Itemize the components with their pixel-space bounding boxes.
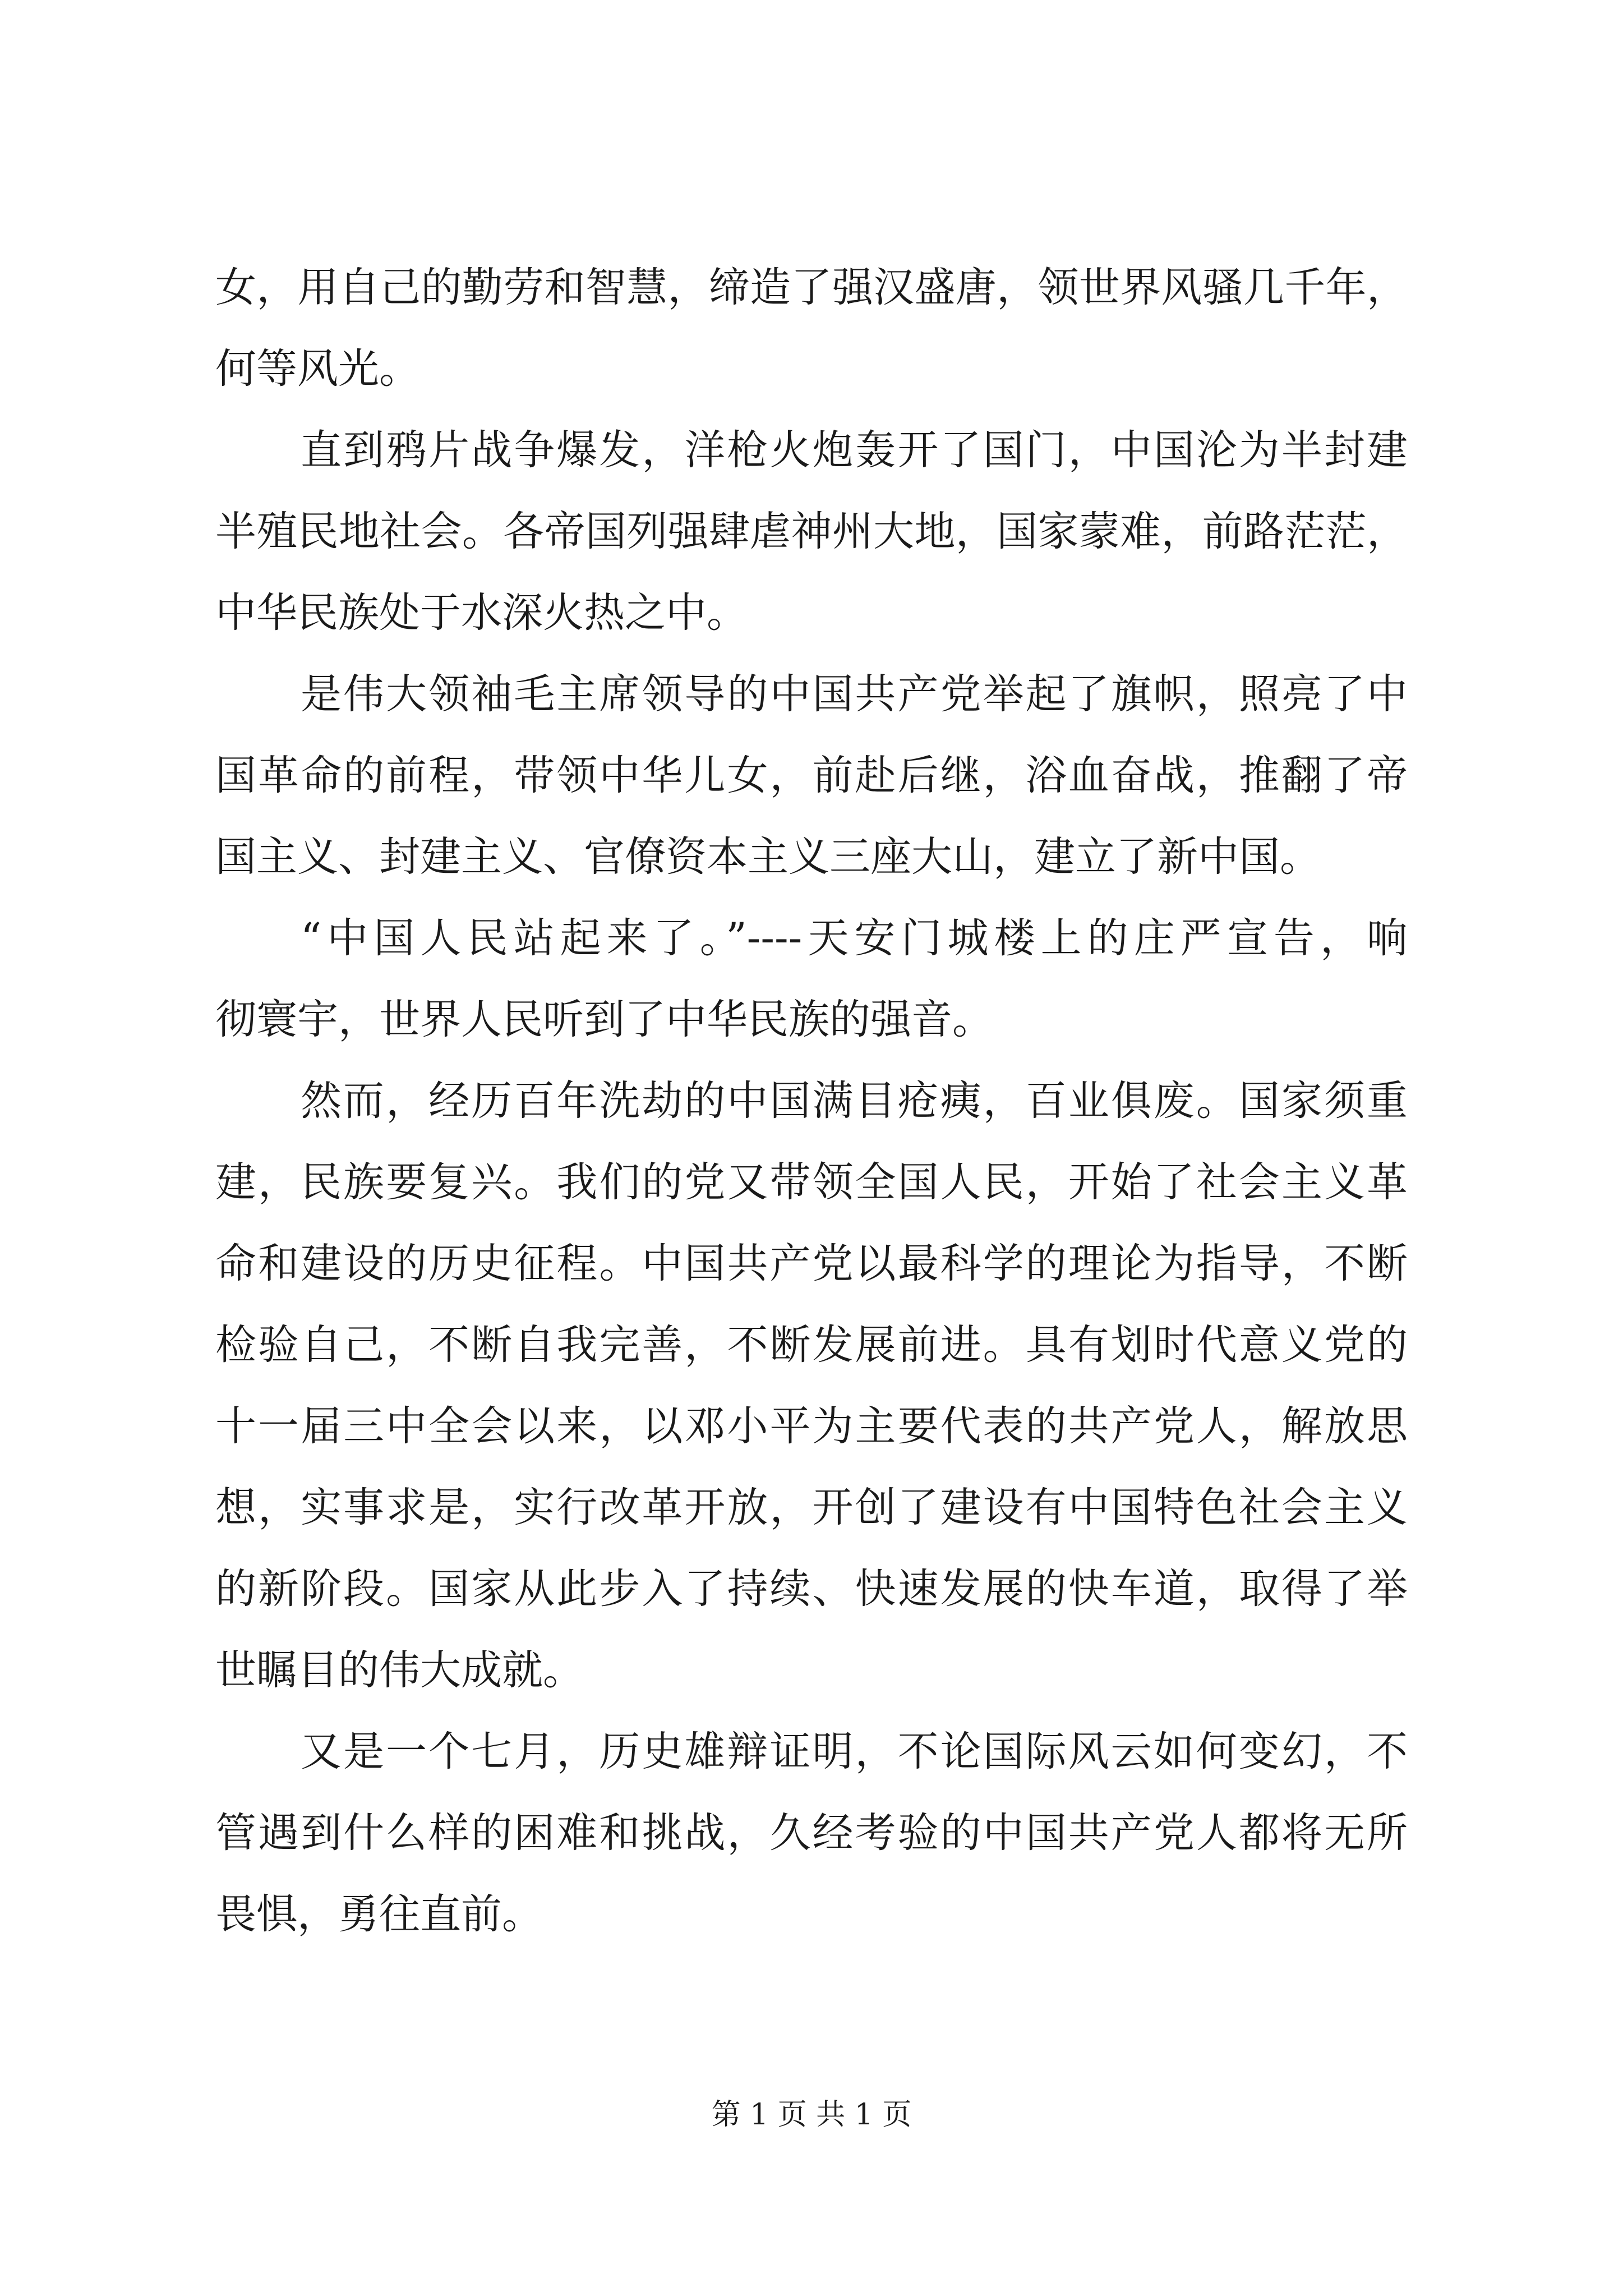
text-line: 十一届三中全会以来，以邓小平为主要代表的共产党人，解放思 xyxy=(215,1402,1408,1450)
text-line: 又是一个七月，历史雄辩证明，不论国际风云如何变幻，不 xyxy=(301,1728,1408,1775)
text-line: 国主义、封建主义、官僚资本主义三座大山，建立了新中国。 xyxy=(215,833,1321,881)
text-line: 的新阶段。国家从此步入了持续、快速发展的快车道，取得了举 xyxy=(215,1565,1408,1613)
text-line: 国革命的前程，带领中华儿女，前赴后继，浴血奋战，推翻了帝 xyxy=(215,752,1408,799)
text-line: 是伟大领袖毛主席领导的中国共产党举起了旗帜，照亮了中 xyxy=(301,670,1408,718)
text-line: 何等风光。 xyxy=(215,345,420,393)
text-line: 建，民族要复兴。我们的党又带领全国人民，开始了社会主义革 xyxy=(215,1158,1408,1206)
text-line: 世瞩目的伟大成就。 xyxy=(215,1646,584,1694)
text-line: 女，用自己的勤劳和智慧，缔造了强汉盛唐，领世界风骚几千年， xyxy=(215,264,1408,311)
page-footer: 第 1 页 共 1 页 xyxy=(711,2098,912,2132)
body-text xyxy=(215,247,1408,1955)
text-line: 彻寰宇，世界人民听到了中华民族的强音。 xyxy=(215,996,993,1043)
text-line: 命和建设的历史征程。中国共产党以最科学的理论为指导，不断 xyxy=(215,1240,1408,1287)
text-line: 半殖民地社会。各帝国列强肆虐神州大地，国家蒙难，前路茫茫， xyxy=(215,508,1408,555)
text-line: 管遇到什么样的困难和挑战，久经考验的中国共产党人都将无所 xyxy=(215,1809,1408,1857)
text-line: 中华民族处于水深火热之中。 xyxy=(215,589,748,637)
text-line: 直到鸦片战争爆发，洋枪火炮轰开了国门，中国沦为半封建 xyxy=(301,426,1408,474)
text-line: 畏惧，勇往直前。 xyxy=(215,1890,543,1938)
text-line: 然而，经历百年洗劫的中国满目疮痍，百业俱废。国家须重 xyxy=(301,1077,1408,1125)
text-line: “中国人民站起来了。”----天安门城楼上的庄严宣告，响 xyxy=(301,914,1408,962)
text-line: 检验自己，不断自我完善，不断发展前进。具有划时代意义党的 xyxy=(215,1321,1408,1369)
text-line: 想，实事求是，实行改革开放，开创了建设有中国特色社会主义 xyxy=(215,1484,1408,1531)
